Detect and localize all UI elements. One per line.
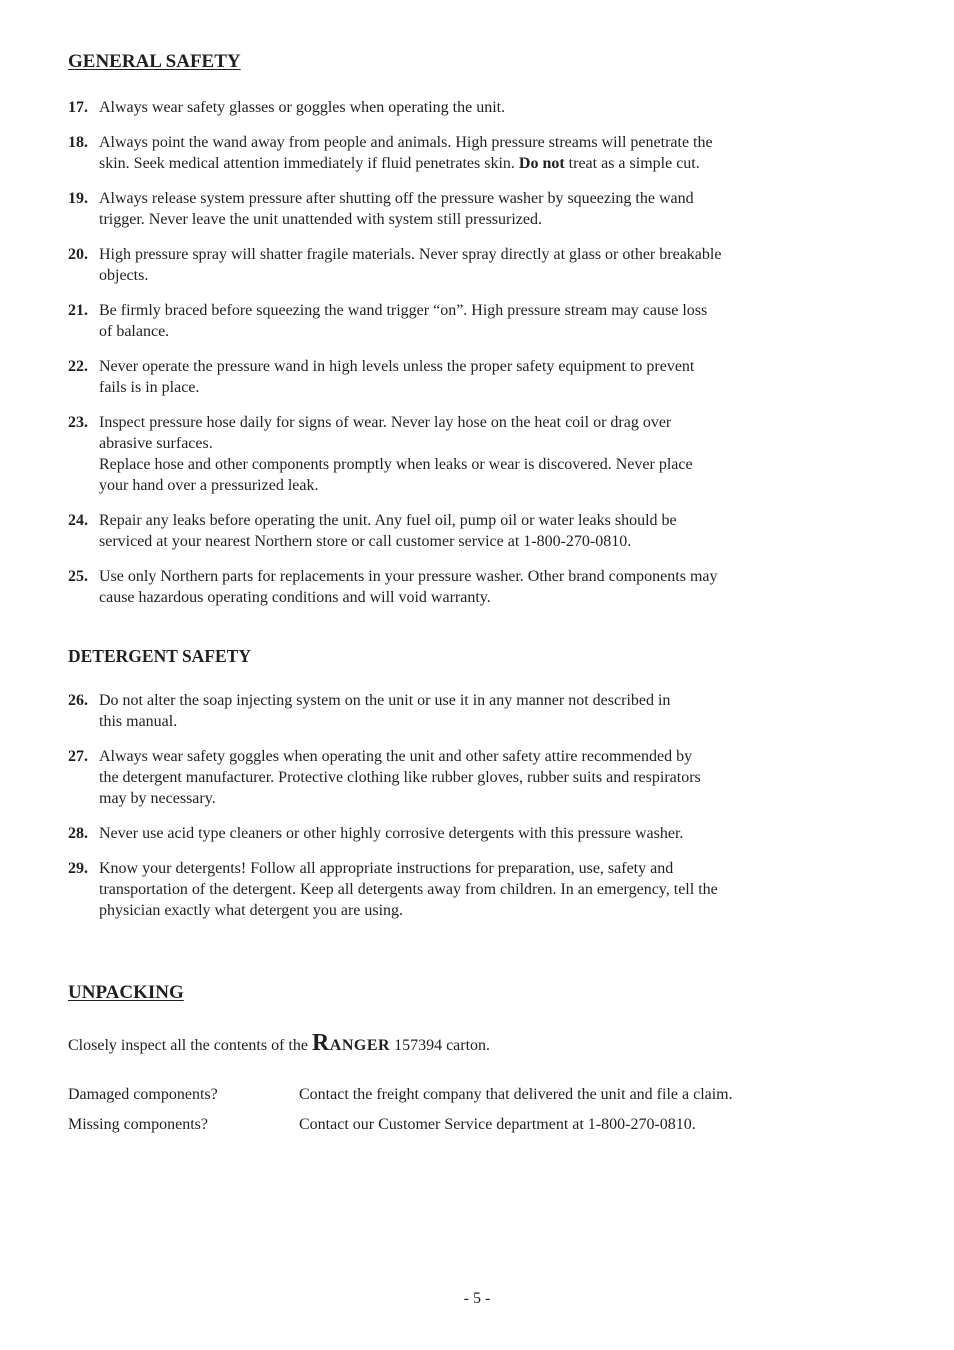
brand-name-initial: R: [311, 1030, 330, 1056]
list-item: 29. Know your detergents! Follow all appropriate instructions for preparation, use, safety and transportation of the detergent. Keep all detergents away from children. In an emergency, tell the physician exactly what detergent you are using.: [68, 860, 718, 919]
list-item: 25. Use only Northern parts for replacements in your pressure washer. Other brand components may cause hazardous operating conditions and will void warranty.: [68, 568, 718, 606]
list-item: 27. Always wear safety goggles when operating the unit and other safety attire recommended by the detergent manufacturer. Protective clothing like rubber gloves, rubber suits and respirators may by necessary.: [68, 748, 701, 807]
list-item: 26. Do not alter the soap injecting system on the unit or use it in any manner not described in this manual.: [68, 692, 671, 730]
general-safety-heading: GENERAL SAFETY: [68, 51, 241, 72]
general-safety-list: [68, 97, 808, 622]
list-item: 28. Never use acid type cleaners or other highly corrosive detergents with this pressure washer.: [68, 825, 684, 842]
detergent-safety-heading: DETERGENT SAFETY: [68, 646, 251, 666]
list-item: 24. Repair any leaks before operating the unit. Any fuel oil, pump oil or water leaks should be serviced at your nearest Northern store or call customer service at 1-800-270-0810.: [68, 512, 677, 550]
detergent-safety-list: [68, 690, 808, 935]
inspect-instruction: Closely inspect all the contents of the RANGER 157394 carton.: [68, 1030, 491, 1056]
list-item: 17. Always wear safety glasses or goggles when operating the unit.: [68, 99, 506, 116]
list-item: 18. Always point the wand away from people and animals. High pressure streams will penetrate the skin. Seek medical attention immediately if fluid penetrates skin. Do not treat as a simple cut.: [68, 134, 713, 172]
list-item: 22. Never operate the pressure wand in high levels unless the proper safety equipment to prevent fails is in place.: [68, 358, 695, 396]
page-number: - 5 -: [463, 1290, 491, 1307]
list-item: 23. Inspect pressure hose daily for signs of wear. Never lay hose on the heat coil or drag over abrasive surfaces. Replace hose and other components promptly when leaks or wear is discovered. Never place your hand over a pressurized leak.: [68, 414, 693, 494]
list-item: 20. High pressure spray will shatter fragile materials. Never spray directly at glass or other breakable objects.: [68, 246, 722, 284]
brand-name-rest: ANGER: [329, 1037, 391, 1054]
list-item: 21. Be firmly braced before squeezing the wand trigger “on”. High pressure stream may cause loss of balance.: [68, 302, 708, 340]
list-item: 19. Always release system pressure after shutting off the pressure washer by squeezing the wand trigger. Never leave the unit unattended with system still pressurized.: [68, 190, 694, 228]
unpacking-heading: UNPACKING: [68, 982, 184, 1003]
emphasis-text: Do not: [518, 155, 565, 172]
